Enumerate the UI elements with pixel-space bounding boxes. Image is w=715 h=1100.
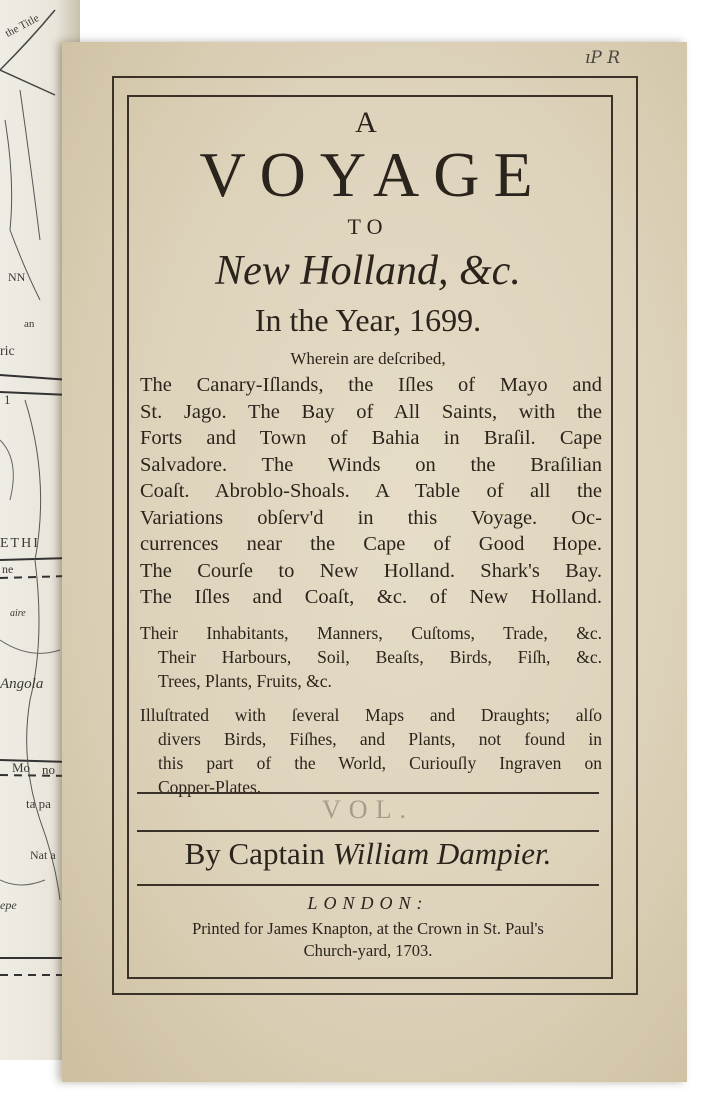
map-label-mo: Mo (12, 760, 31, 775)
description-line: Salvadore. The Winds on the Braſilian (140, 453, 602, 476)
description-line: Forts and Town of Bahia in Braſil. Cape (140, 427, 602, 449)
imprint-line-1: Printed for James Knapton, at the Crown in St. Paul's (192, 919, 544, 938)
map-label-angola: Angola (0, 676, 44, 692)
illustrated-line: Illuſtrated with ſeveral Maps and Draughts; alſo (140, 704, 602, 725)
inhabitants-line: Their Inhabitants, Manners, Cuſtoms, Trade, &c. (140, 622, 602, 643)
illustrated-line: Copper-Plates. (158, 776, 262, 797)
inhabitants-line: Trees, Plants, Fruits, &c. (158, 670, 332, 691)
rule-above-volume (137, 792, 599, 794)
author-by: By Captain (184, 836, 325, 871)
map-label-ne: ne (2, 562, 14, 576)
map-label-no: no (42, 762, 55, 777)
title-article: A (355, 106, 381, 139)
illustrated-paragraph (140, 703, 602, 799)
volume-label: VOL. (322, 795, 414, 824)
wherein-heading: Wherein are deſcribed, (290, 349, 446, 368)
illustrated-line: this part of the World, Curiouſly Ingraven on (158, 752, 602, 773)
map-label-nn: NN (8, 270, 26, 284)
map-label-epe: epe (0, 898, 17, 912)
map-label-1: 1 (4, 392, 11, 407)
title-new-holland: New Holland, &c. (215, 248, 521, 294)
map-label-tapa: ta pa (26, 796, 51, 811)
map-label-an: an (24, 318, 35, 330)
map-label-ethi: ETHI (0, 536, 40, 551)
rule-above-imprint (137, 884, 599, 886)
map-label-aire: aire (10, 608, 26, 619)
title-voyage: VOYAGE (199, 139, 547, 210)
inhabitants-paragraph (140, 621, 602, 693)
description-line: currences near the Cape of Good Hope. (140, 533, 602, 555)
map-label-ric: ric (0, 344, 15, 359)
inhabitants-line: Their Harbours, Soil, Beaſts, Birds, Fiſh, &c. (158, 646, 602, 667)
map-label-nata: Nat a (30, 848, 56, 862)
description-line: St. Jago. The Bay of All Saints, with the (140, 400, 602, 423)
author-line (132, 836, 604, 872)
description-line: The Iſles and Coaſt, &c. of New Holland. (140, 586, 602, 608)
map-label-the-title: the Title (3, 12, 42, 40)
imprint-city: LONDON: (307, 893, 429, 913)
title-to: TO (347, 214, 389, 239)
title-year: In the Year, 1699. (254, 302, 482, 338)
imprint-block (132, 918, 604, 962)
pencil-annotation: ıP R (585, 48, 621, 68)
description-line: Variations obſerv'd in this Voyage. Oc- (140, 506, 602, 529)
description-line: The Canary-Iſlands, the Iſles of Mayo and (140, 374, 602, 396)
author-name: William Dampier. (332, 836, 552, 871)
description-paragraph (140, 372, 602, 611)
title-block (132, 100, 604, 799)
imprint-line-2: Church-yard, 1703. (303, 941, 433, 960)
illustrated-line: divers Birds, Fiſhes, and Plants, not found in (158, 728, 602, 749)
description-line: The Courſe to New Holland. Shark's Bay. (140, 559, 602, 582)
rule-above-author (137, 830, 599, 832)
description-line: Coaſt. Abroblo-Shoals. A Table of all the (140, 480, 602, 502)
